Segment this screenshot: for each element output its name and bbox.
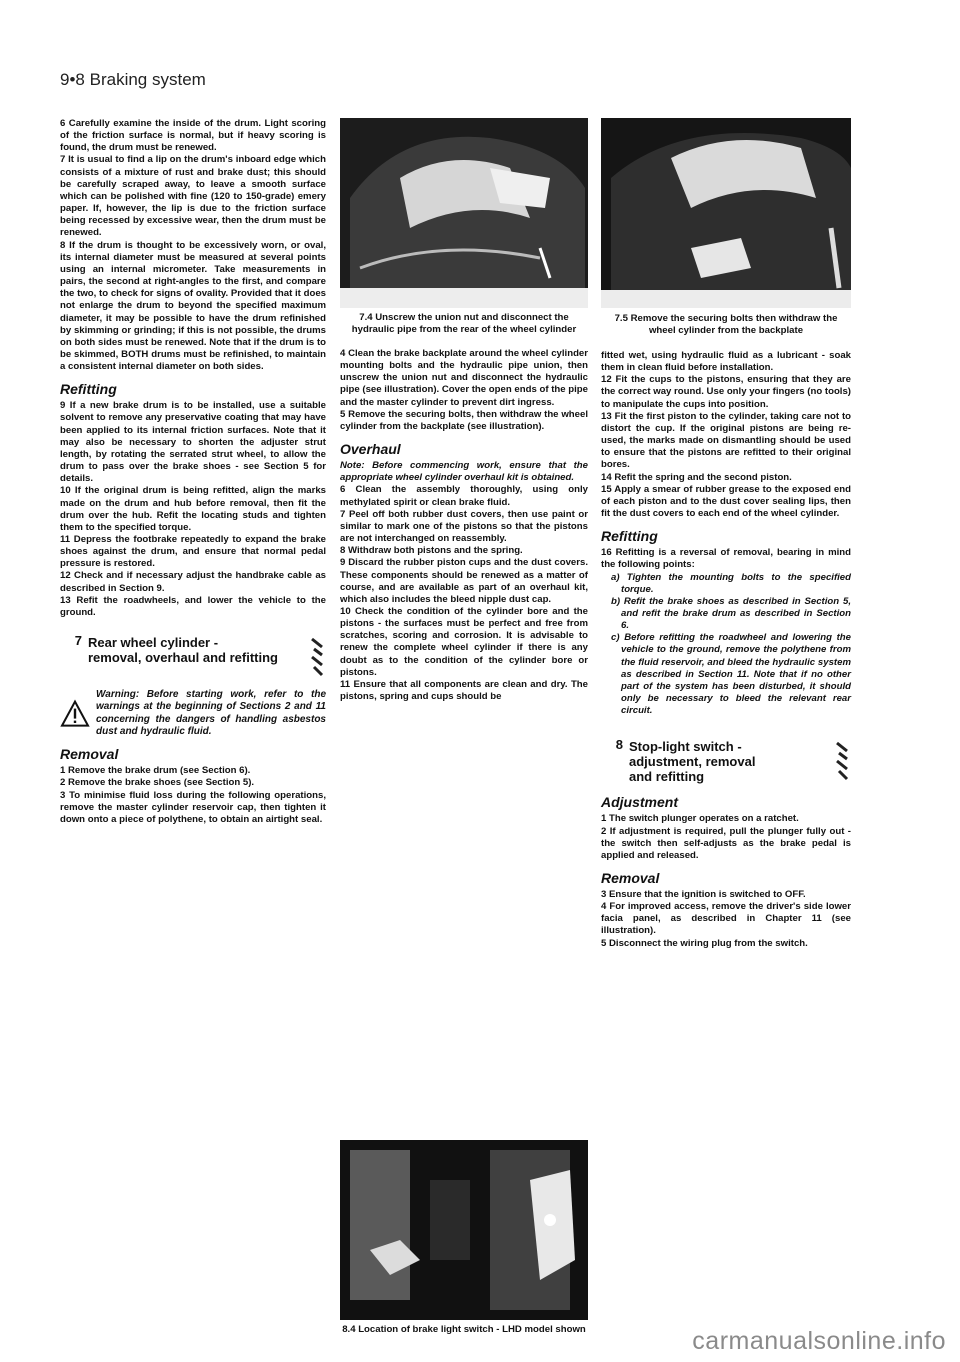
difficulty-spanner-icon bbox=[833, 739, 851, 783]
paragraph: 10 Check the condition of the cylinder bore and the pistons - the surfaces must be perfect and free from scratches, scoring and corrosion. It is advisable to renew the complete wheel cylinder if there is any doubt as to the condition of the cylinder bore or pistons. bbox=[340, 605, 588, 678]
paragraph: 6 Carefully examine the inside of the drum. Light scoring of the friction surface is normal, but if heavy scoring is found, the drum must be renewed. bbox=[60, 118, 326, 154]
photo-image bbox=[340, 1140, 588, 1320]
section-title-line: Rear wheel cylinder - bbox=[88, 635, 219, 651]
subheading-adjustment: Adjustment bbox=[601, 794, 678, 811]
photo-image bbox=[340, 118, 588, 308]
site-watermark: carmanualsonline.info bbox=[692, 1327, 946, 1355]
paragraph: fitted wet, using hydraulic fluid as a lubricant - soak them in clean fluid before installation. bbox=[601, 350, 851, 374]
paragraph: 15 Apply a smear of rubber grease to the exposed end of each piston and to the dust cover sealing lips, then fit the dust covers to each end of the wheel cylinder. bbox=[601, 483, 851, 520]
list-item: c) Before refitting the roadwheel and lowering the vehicle to the ground, remove the polythene from the fluid reservoir, and bleed the hydraulic system as described in Section 11. Note that if no other part of the system has been disturbed, it should only be necessary to bleed the relevant rear circuit. bbox=[611, 632, 851, 717]
paragraph: 7 It is usual to find a lip on the drum's inboard edge which consists of a mixture of rust and brake dust; this should be carefully scraped away, to leave a smooth surface which can be polished with fine (120 to 150-grade) emery paper. If, however, the lip is due to the friction surface being recessed by excessive wear, then the drum must be renewed. bbox=[60, 154, 326, 239]
subheading-overhaul: Overhaul bbox=[340, 441, 401, 458]
paragraph: 5 Disconnect the wiring plug from the switch. bbox=[601, 937, 808, 949]
paragraph: 2 If adjustment is required, pull the plunger fully out - the switch then self-adjusts as the brake pedal is applied and released. bbox=[601, 825, 851, 861]
paragraph: 1 The switch plunger operates on a ratchet. bbox=[601, 813, 799, 825]
paragraph: 11 Ensure that all components are clean and dry. The pistons, spring and cups should be bbox=[340, 678, 588, 703]
subheading-removal: Removal bbox=[60, 746, 119, 763]
difficulty-spanner-icon bbox=[308, 635, 326, 679]
paragraph: 8 Withdraw both pistons and the spring. bbox=[340, 545, 523, 557]
section-number: 8 bbox=[615, 737, 623, 753]
column-1 bbox=[60, 118, 326, 826]
photo-7-4 bbox=[340, 118, 588, 308]
section-7-heading bbox=[60, 635, 326, 679]
paragraph: 13 Refit the roadwheels, and lower the vehicle to the ground. bbox=[60, 594, 326, 618]
paragraph: 4 Clean the brake backplate around the wheel cylinder mounting bolts and the hydraulic pipe union, then unscrew the union nut and disconnect the hydraulic pipe (see illustration). Cover the open ends of the pipe and the master cylinder to prevent dirt ingress. bbox=[340, 348, 588, 408]
page-number: 9•8 bbox=[60, 70, 85, 89]
warning-text: Warning: Before starting work, refer to the warnings at the beginning of Sections 2 and 11 concerning the dangers of handling asbestos dust and hydraulic fluid. bbox=[96, 689, 326, 737]
paragraph: 9 If a new brake drum is to be installed, use a suitable solvent to remove any preservative coating that may have been applied to its internal friction surfaces. Note that it may also be necessary to shorten the adjuster strut length, by rotating the serrated strut wheel, to allow the drum to pass over the brake shoes - see Section 5 for details. bbox=[60, 400, 326, 485]
column-2 bbox=[340, 348, 588, 703]
section-number: 7 bbox=[74, 633, 82, 649]
note-text: Note: Before commencing work, ensure that the appropriate wheel cylinder overhaul kit is obtained. bbox=[340, 460, 588, 484]
section-8-heading bbox=[601, 739, 851, 784]
paragraph: 14 Refit the spring and the second piston. bbox=[601, 471, 792, 483]
photo-8-4 bbox=[340, 1140, 588, 1320]
subheading-removal: Removal bbox=[601, 870, 660, 886]
list-item: b) Refit the brake shoes as described in Section 5, and refit the brake drum as described in Section 6. bbox=[611, 595, 851, 632]
paragraph: 10 If the original drum is being refitted, align the marks made on the drum and hub before removal, then fit the drum over the hub. Refit the locating studs and tighten them to the specified torque. bbox=[60, 485, 326, 533]
subheading-refitting: Refitting bbox=[60, 381, 117, 398]
list-item: a) Tighten the mounting bolts to the specified torque. bbox=[611, 571, 851, 595]
caption-8-4: 8.4 Location of brake light switch - LHD model shown bbox=[342, 1324, 586, 1335]
paragraph: 4 For improved access, remove the driver's side lower facia panel, as described in Chapter 11 (see illustration). bbox=[601, 901, 851, 937]
paragraph: 16 Refitting is a reversal of removal, bearing in mind the following points: bbox=[601, 547, 851, 571]
paragraph: 12 Fit the cups to the pistons, ensuring that they are the correct way round. Use only your fingers (no tools) to manipulate the cups into position. bbox=[601, 374, 852, 410]
section-title bbox=[629, 739, 827, 784]
subheading-refitting: Refitting bbox=[601, 528, 658, 545]
paragraph: 7 Peel off both rubber dust covers, then use paint or similar to mark one of the pistons so that the pistons are not interchanged on reassembly. bbox=[340, 508, 588, 545]
paragraph: 13 Fit the first piston to the cylinder, taking care not to distort the cup. If the original pistons are being re-used, the marks made on dismantling should be used to ensure that the pistons are refitted to their original bores. bbox=[601, 410, 851, 471]
refit-points-list bbox=[601, 572, 851, 718]
photo-image bbox=[601, 118, 851, 308]
paragraph: 5 Remove the securing bolts, then withdraw the wheel cylinder from the backplate (see illustration). bbox=[340, 408, 588, 432]
paragraph: 9 Discard the rubber piston cups and the dust covers. These components should be renewed as a matter of course, and are available as part of an overhaul kit, which also includes the bleed nipple dust cap. bbox=[340, 557, 588, 605]
section-title bbox=[88, 635, 302, 665]
paragraph: 8 If the drum is thought to be excessively worn, or oval, its internal diameter must be measured at several points using an internal micrometer. Take measurements in pairs, the second at right-angles to the first, and compare the two, to check for signs of ovality. Provided that it does not enlarge the drum to beyond the specified maximum diameter, it may be possible to have the drum refinished by skimming or grinding; if this is not possible, the drums on both sides must be renewed. Note that if the drum is to be skimmed, BOTH drums must be refinished, to maintain a consistent internal diameter on both sides. bbox=[60, 239, 326, 373]
section-title-line: and refitting bbox=[629, 769, 705, 785]
paragraph: 3 Ensure that the ignition is switched to OFF. bbox=[601, 889, 806, 900]
paragraph: 3 To minimise fluid loss during the following operations, remove the master cylinder reservoir cap, then tighten it down onto a piece of polythene, to obtain an airtight seal. bbox=[60, 789, 326, 825]
section-title-line: removal, overhaul and refitting bbox=[88, 650, 278, 666]
section-title-line: adjustment, removal bbox=[629, 754, 756, 770]
photo-7-5 bbox=[601, 118, 851, 308]
paragraph: 6 Clean the assembly thoroughly, using only methylated spirit or clean brake fluid. bbox=[340, 484, 588, 508]
paragraph: 12 Check and if necessary adjust the handbrake cable as described in Section 9. bbox=[60, 570, 326, 594]
column-3 bbox=[601, 350, 851, 950]
paragraph: 2 Remove the brake shoes (see Section 5). bbox=[60, 777, 255, 789]
paragraph: 1 Remove the brake drum (see Section 6). bbox=[60, 765, 251, 777]
section-title-line: Stop-light switch - bbox=[629, 739, 742, 755]
warning-triangle-icon bbox=[60, 689, 90, 738]
chapter-title: Braking system bbox=[89, 70, 206, 89]
warning-box bbox=[60, 689, 326, 738]
page-header bbox=[60, 70, 206, 90]
caption-7-5: 7.5 Remove the securing bolts then withdraw the wheel cylinder from the backplate bbox=[614, 313, 838, 336]
paragraph: 11 Depress the footbrake repeatedly to expand the brake shoes against the drum, and ensure that normal pedal pressure is restored. bbox=[60, 534, 326, 570]
caption-7-4: 7.4 Unscrew the union nut and disconnect the hydraulic pipe from the rear of the wheel cylinder bbox=[351, 312, 577, 335]
